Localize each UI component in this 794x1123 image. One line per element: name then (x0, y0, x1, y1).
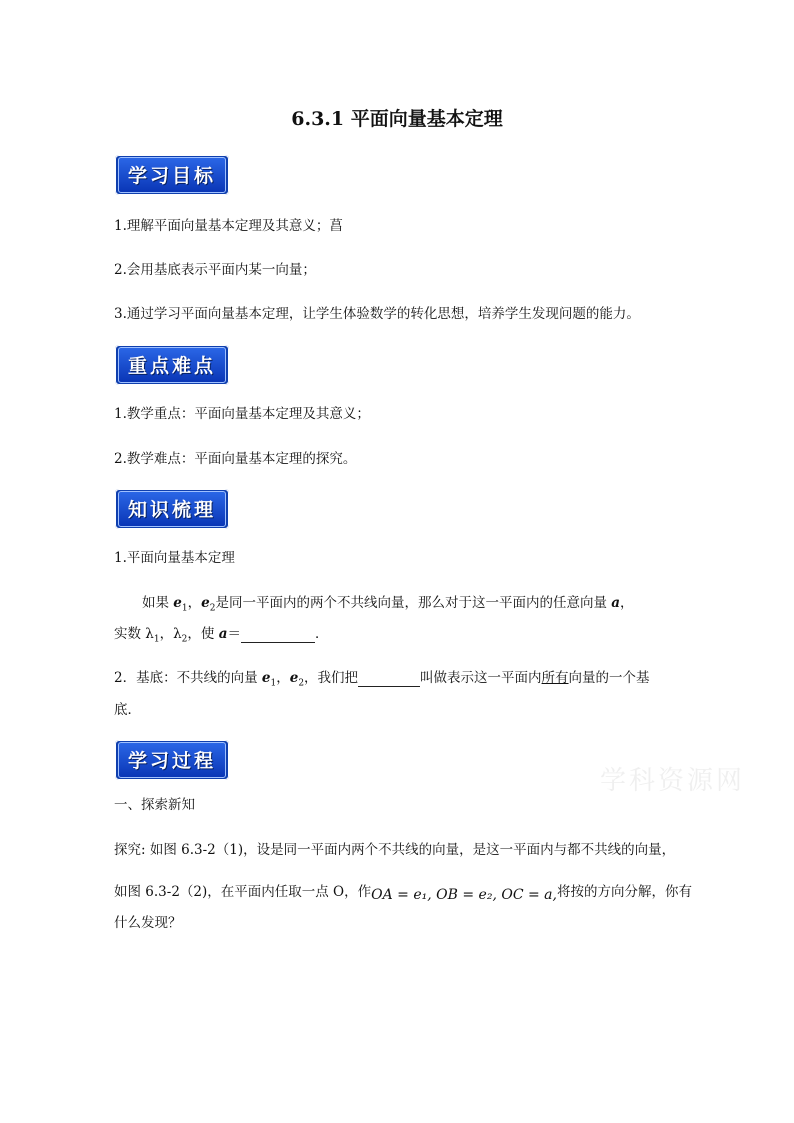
underlined-word: 所有 (541, 670, 569, 686)
goal-item: 2.会用基底表示平面内某一向量； (114, 262, 316, 278)
key-point-item: 1.教学重点：平面向量基本定理及其意义； (114, 406, 370, 422)
subscript: 2 (298, 678, 305, 689)
section-badge-label: 重点难点 (118, 347, 226, 383)
theorem-text: 如果 (142, 595, 174, 611)
vector-a: a (218, 626, 228, 642)
fill-blank[interactable] (358, 670, 420, 687)
vector-e1: e (261, 670, 271, 686)
vector-a: a (611, 595, 620, 611)
section-badge-goals (115, 155, 229, 195)
section-badge-label: 知识梳理 (118, 491, 226, 527)
page-title: 6.3.1 平面向量基本定理 (291, 108, 503, 130)
theorem-text: ，λ (159, 626, 182, 642)
subscript: 1 (153, 634, 160, 645)
basis-text: 向量的一个基 (568, 670, 650, 686)
section-badge-label: 学习目标 (118, 157, 226, 193)
theorem-text: ，使 (187, 626, 219, 642)
subscript: 1 (270, 678, 277, 689)
section-badge-knowledge (115, 489, 229, 529)
vector-e2: e (201, 595, 210, 611)
basis-paragraph-line1: 2．基底：不共线的向量 $e_1$，$e_2$，我们把 叫做表示这一平面内所有向量的一个基 (114, 670, 650, 689)
process-text: 将按的方向分解，你有 (556, 884, 692, 900)
basis-paragraph-line2: 底． (114, 702, 141, 718)
theorem-text: ． (314, 626, 329, 642)
vector-formula: OA = e₁, OB = e₂, OC = a, (371, 887, 557, 903)
theorem-text: 实数 λ (114, 626, 154, 642)
goal-item: 1.理解平面向量基本定理及其意义；菖 (114, 218, 343, 234)
theorem-text: ＝ (227, 626, 241, 642)
subscript: 2 (209, 603, 216, 614)
theorem-paragraph-line2 (114, 622, 328, 645)
watermark-text: 学科资源网 (600, 766, 746, 796)
vector-e2: e (289, 670, 299, 686)
section-badge-key-points (115, 345, 229, 385)
subscript: 2 (181, 634, 188, 645)
vector-e1: e (173, 595, 182, 611)
process-paragraph-line2 (114, 880, 692, 903)
key-point-item: 2.教学难点：平面向量基本定理的探究。 (114, 451, 357, 467)
basis-text: ，我们把 (304, 670, 359, 686)
process-text: 如图 6.3-2（2)，在平面内任取一点 O，作 (114, 884, 372, 900)
theorem-text: 是同一平面内的两个不共线向量，那么对于这一平面内的任意向量 (215, 595, 612, 611)
knowledge-item-title: 1.平面向量基本定理 (114, 550, 235, 566)
basis-text: 2．基底：不共线的向量 (114, 670, 262, 686)
goal-item: 3.通过学习平面向量基本定理，让学生体验数学的转化思想，培养学生发现问题的能力。 (114, 306, 640, 322)
process-paragraph-line1: 探究: 如图 6.3-2（1)，设是同一平面内两个不共线的向量，是这一平面内与都不共线的向量， (114, 842, 676, 858)
process-heading: 一、探索新知 (114, 797, 195, 813)
process-paragraph-line3: 什么发现？ (114, 915, 182, 931)
fill-blank[interactable] (241, 626, 315, 643)
section-badge-process (115, 740, 229, 780)
subscript: 1 (181, 603, 188, 614)
basis-text: 叫做表示这一平面内 (420, 670, 542, 686)
theorem-paragraph-line1: 如果 $e_1$，$e_2$是同一平面内的两个不共线向量，那么对于这一平面内的任意向量 a， (142, 595, 634, 614)
section-badge-label: 学习过程 (118, 742, 226, 778)
theorem-text: ， (620, 595, 634, 611)
